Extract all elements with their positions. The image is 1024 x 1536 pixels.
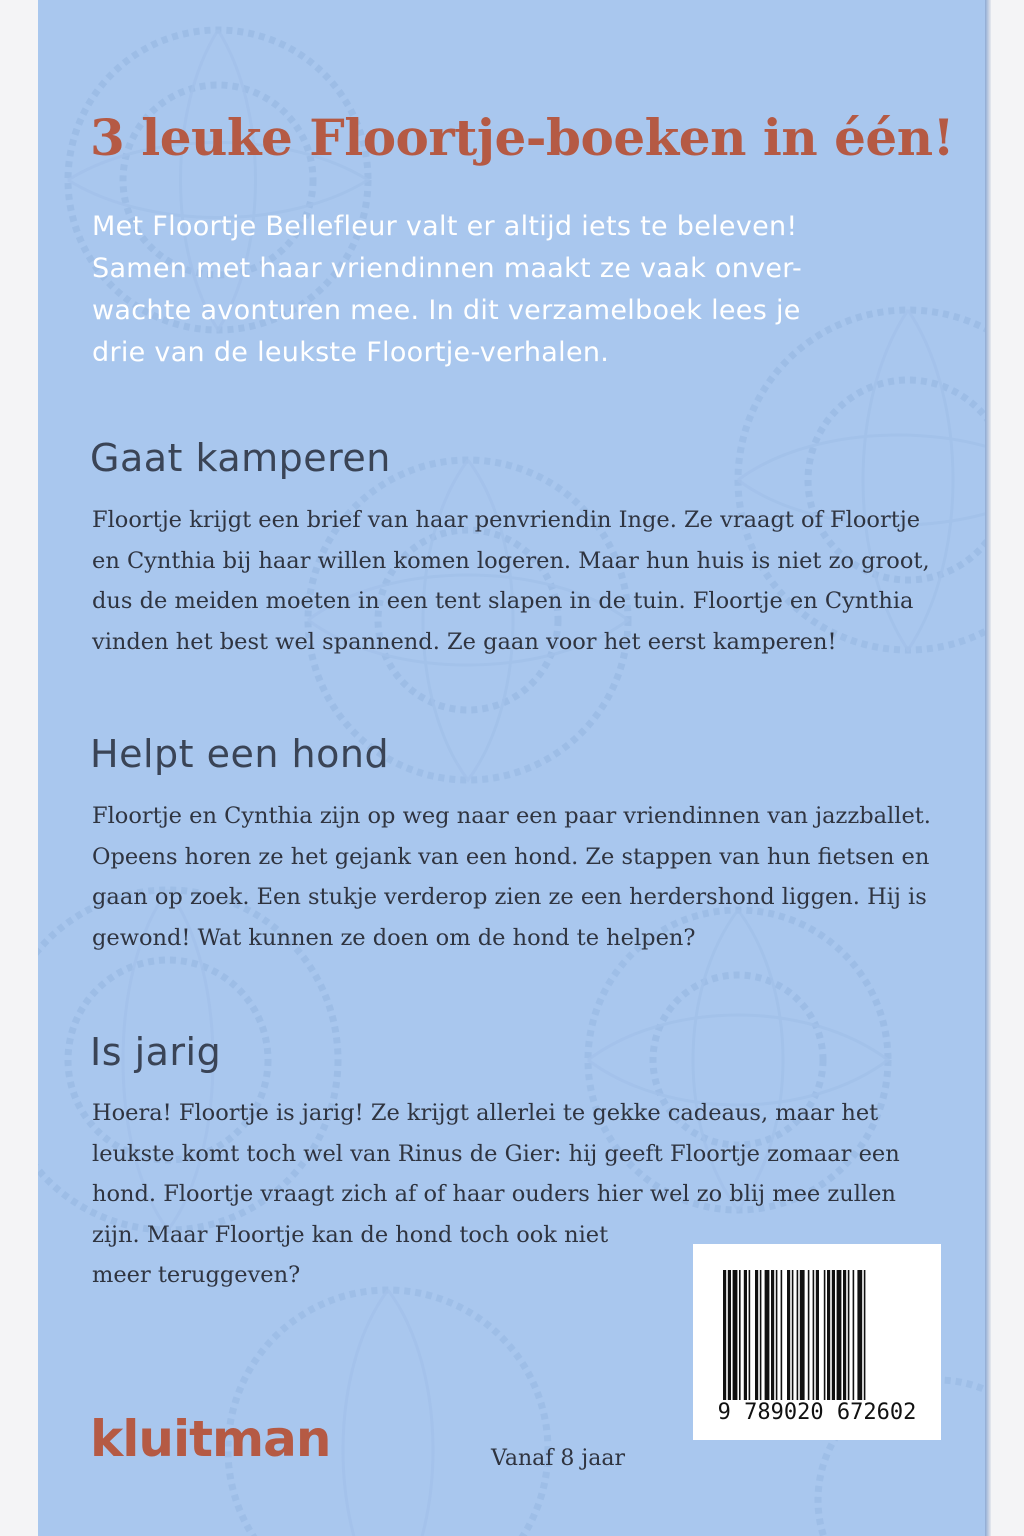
section-body-hond: Floortje en Cynthia zijn op weg naar een paar vriendinnen van jazzballet. Opeens horen ze het gejank van een hond. Ze stappen van hun fietsen en gaan op zoek. Een stukje verderop zien ze een herdershond liggen. Hij is gewond! Wat kunnen ze doen om de hond te helpen? bbox=[92, 803, 931, 951]
section-heading-hond: Helpt een hond bbox=[90, 732, 390, 776]
section-heading-jarig: Is jarig bbox=[90, 1030, 222, 1074]
body-line: zijn. Maar Floortje kan de hond toch ook niet bbox=[92, 1221, 609, 1248]
intro-text bbox=[92, 206, 942, 374]
isbn-number: 9 789020 672602 bbox=[717, 1400, 917, 1425]
book-edge bbox=[985, 0, 991, 1536]
barcode-label bbox=[693, 1244, 941, 1440]
body-line: meer teruggeven? bbox=[92, 1262, 301, 1288]
section-heading-kamperen: Gaat kamperen bbox=[90, 436, 391, 480]
body-line: leukste komt toch wel van Rinus de Gier: hij geeft Floortje zomaar een bbox=[92, 1140, 900, 1167]
cover-title: 3 leuke Floortje-boeken in één! bbox=[90, 108, 955, 167]
intro-line: drie van de leukste Floortje-verhalen. bbox=[92, 337, 610, 368]
book-back-cover bbox=[38, 0, 988, 1536]
intro-line: wachte avonturen mee. In dit verzamelboek lees je bbox=[92, 295, 801, 326]
age-indication: Vanaf 8 jaar bbox=[491, 1446, 625, 1471]
publisher-logo: kluitman bbox=[90, 1410, 331, 1468]
body-line: hond. Floortje vraagt zich af of haar ouders hier wel zo blij mee zullen bbox=[92, 1181, 896, 1207]
intro-line: Samen met haar vriendinnen maakt ze vaak onver- bbox=[92, 253, 803, 284]
section-body-kamperen: Floortje krijgt een brief van haar penvriendin Inge. Ze vraagt of Floortje en Cynthia bij haar willen komen logeren. Maar hun huis is niet zo groot, dus de meiden moeten in een tent slapen in de tuin. Floortje en Cynthia vinden het best wel spannend. Ze gaan voor het eerst kamperen! bbox=[92, 507, 930, 655]
intro-line: Met Floortje Bellefleur valt er altijd iets te beleven! bbox=[92, 211, 798, 242]
barcode-icon bbox=[723, 1270, 913, 1400]
body-line: Hoera! Floortje is jarig! Ze krijgt allerlei te gekke cadeaus, maar het bbox=[92, 1100, 879, 1126]
